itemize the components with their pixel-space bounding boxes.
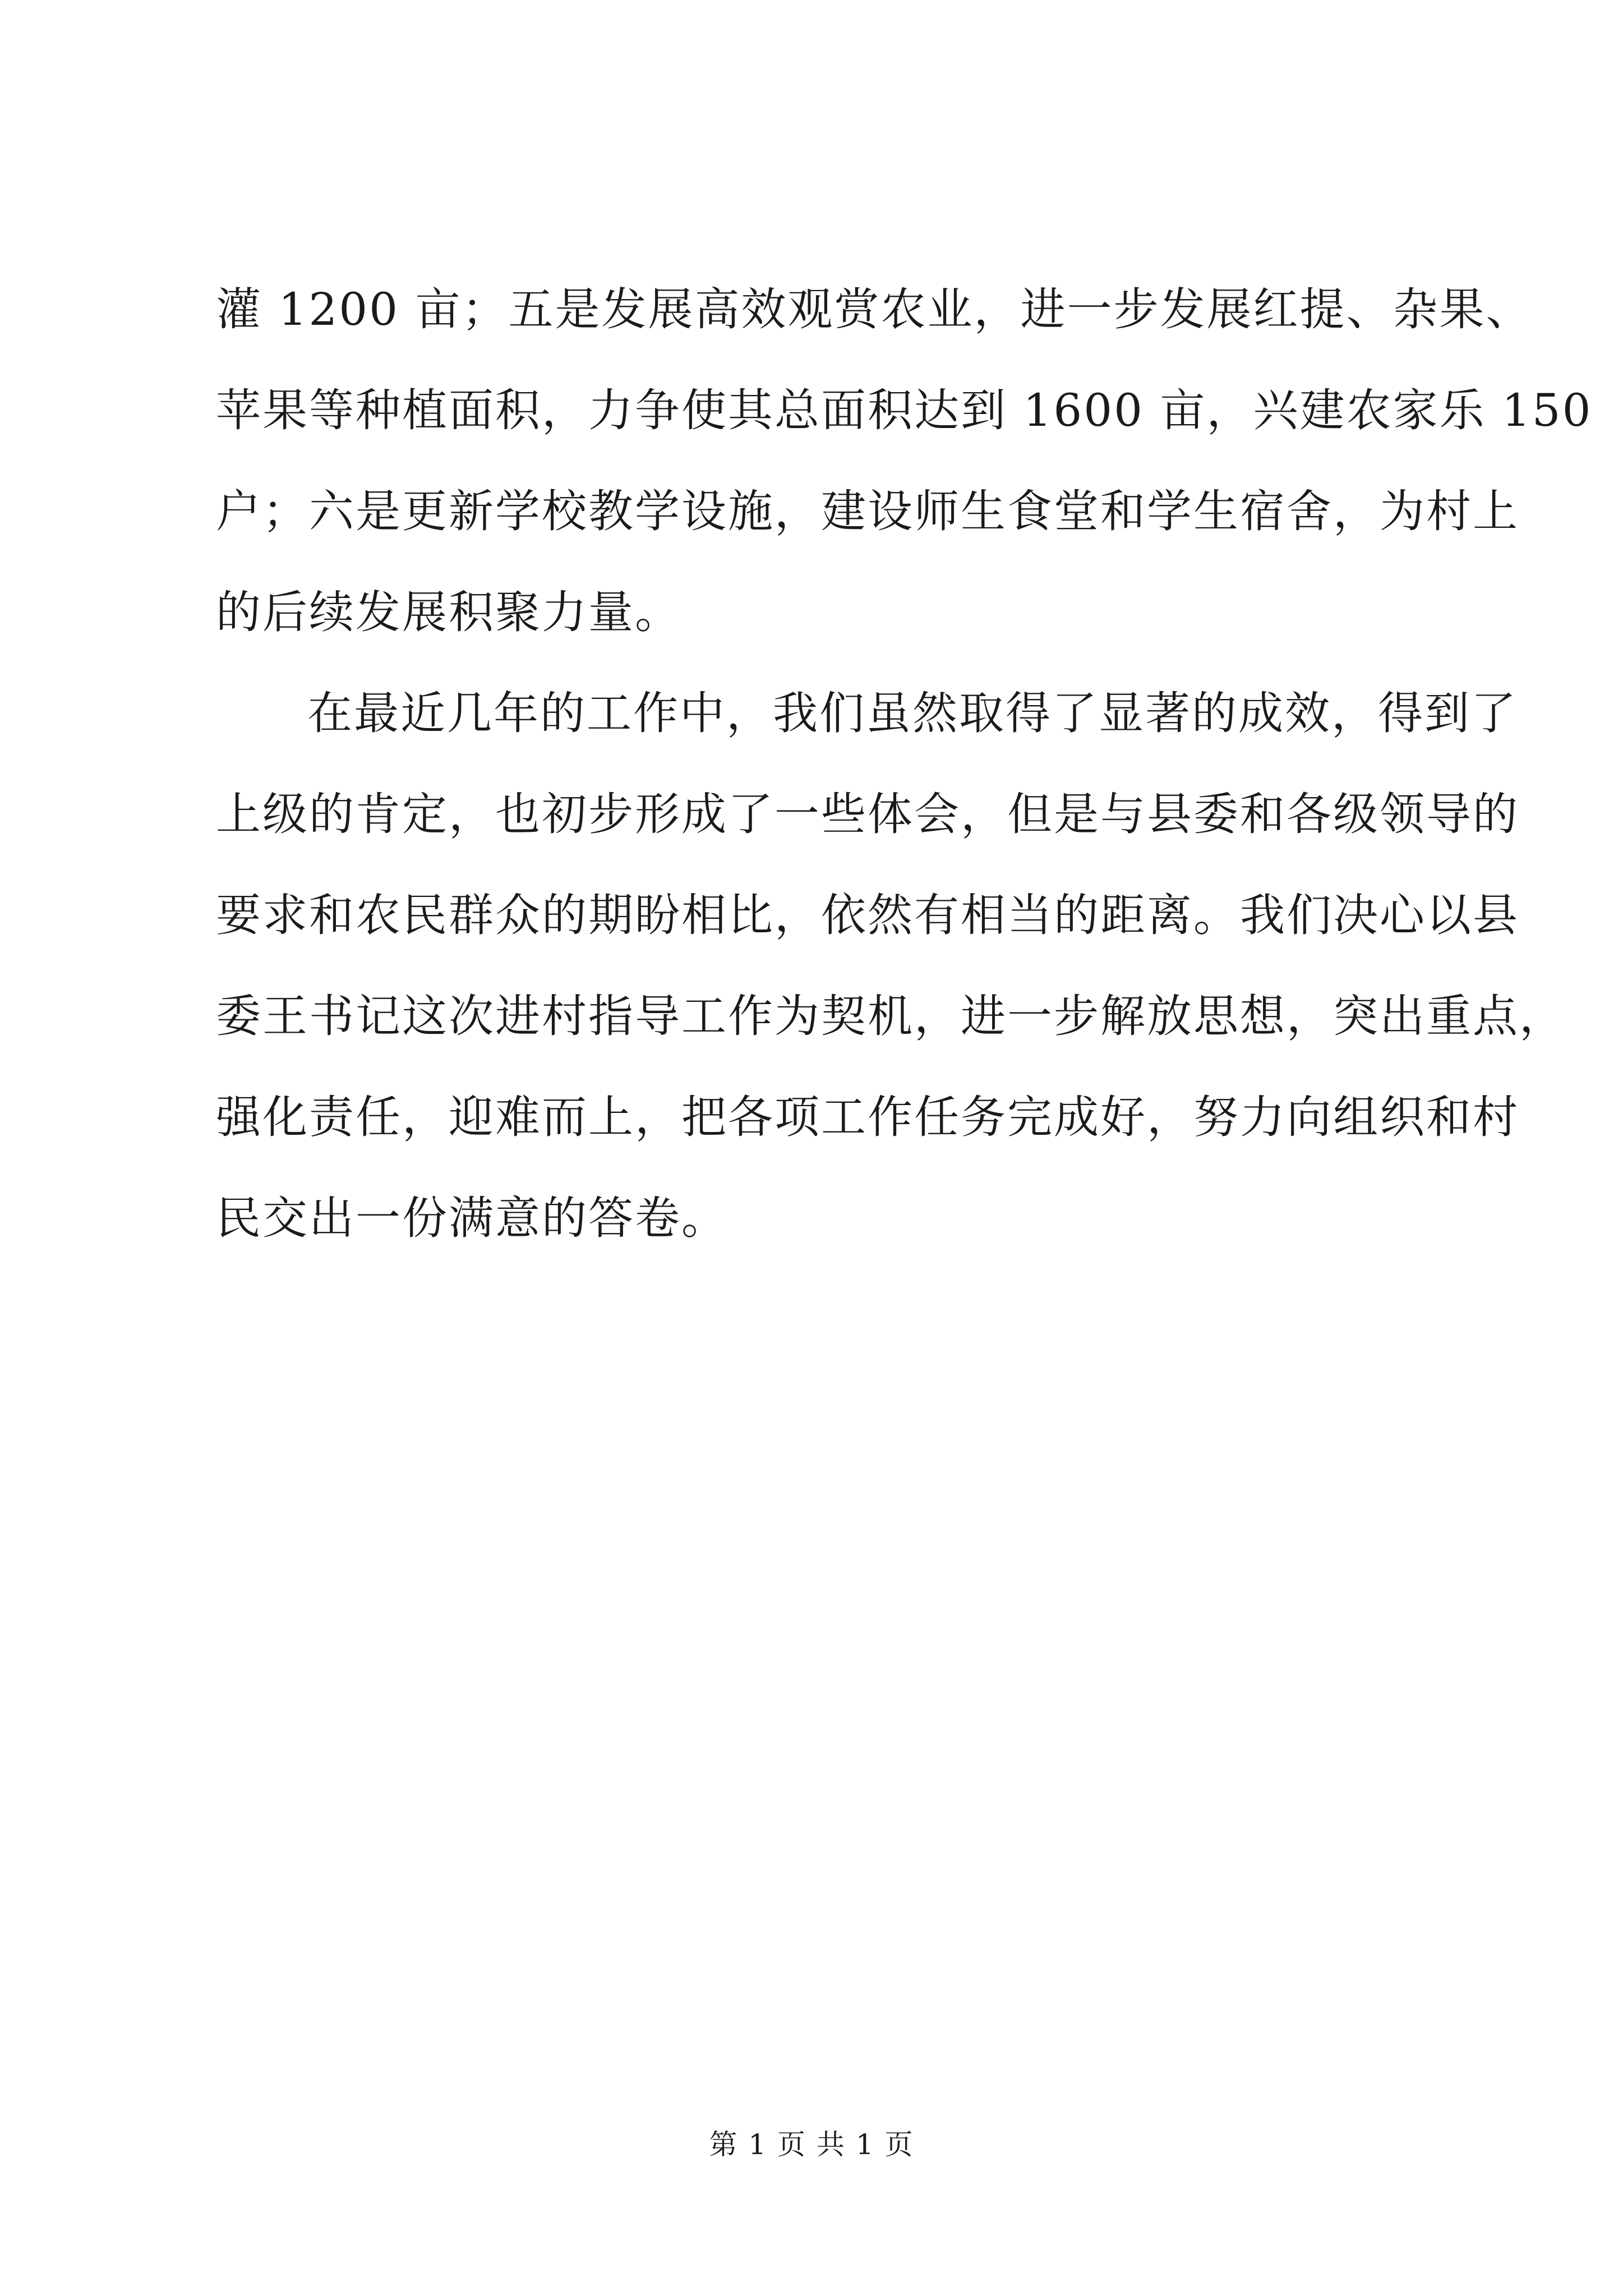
- paragraph-line: 民交出一份满意的答卷。: [216, 1192, 728, 1244]
- paragraph-line: 委王书记这次进村指导工作为契机，进一步解放思想，突出重点，: [216, 990, 1566, 1042]
- page-number-footer: 第 1 页 共 1 页: [709, 2128, 914, 2161]
- paragraph-line: 苹果等种植面积，力争使其总面积达到 1600 亩，兴建农家乐 150: [216, 384, 1593, 436]
- paragraph-line: 要求和农民群众的期盼相比，依然有相当的距离。我们决心以县: [216, 889, 1519, 941]
- paragraph-line: 户；六是更新学校教学设施，建设师生食堂和学生宿舍，为村上: [216, 485, 1519, 537]
- document-body: [216, 259, 1593, 1269]
- paragraph-line: 强化责任，迎难而上，把各项工作任务完成好，努力向组织和村: [216, 1091, 1519, 1143]
- paragraph-line: 上级的肯定，也初步形成了一些体会，但是与县委和各级领导的: [216, 788, 1519, 840]
- paragraph-line: 灌 1200 亩；五是发展高效观赏农业，进一步发展红提、杂果、: [216, 283, 1533, 335]
- paragraph-line: 的后续发展积聚力量。: [216, 586, 681, 638]
- paragraph-line: 在最近几年的工作中，我们虽然取得了显著的成效，得到了: [307, 687, 1518, 739]
